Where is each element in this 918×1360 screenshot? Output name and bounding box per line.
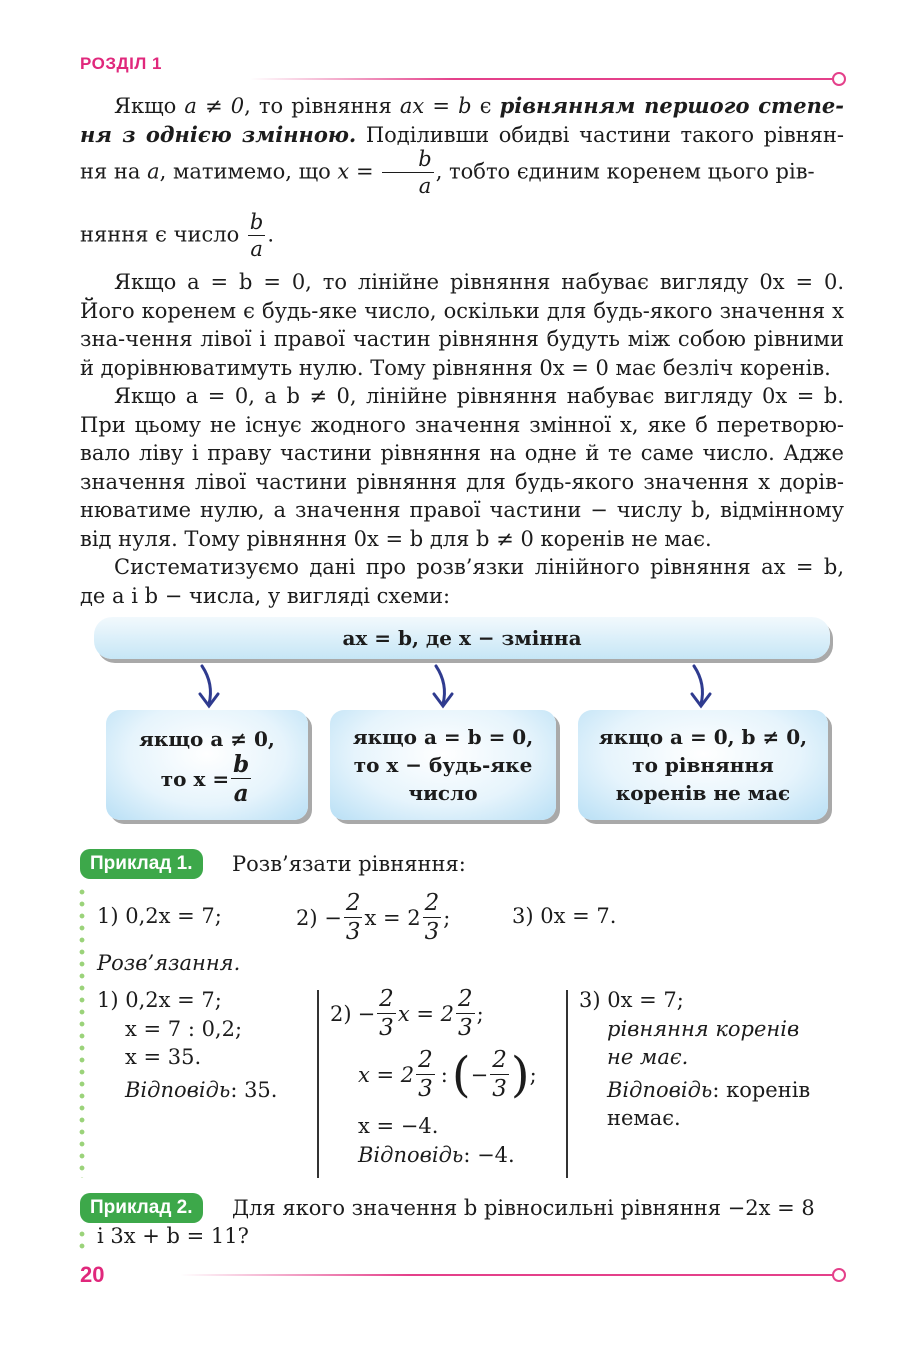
paragraph-intro: Якщо a ≠ 0, то рівняння ax = b є рівнянням першого степе-ня з однією змінною. Поділивши обидві частини такого рівнян-ня на a, матимемо, що x = $\frac{b}{a}$ , тобто єдиним коренем цього рів- <box>80 93 844 198</box>
example-1-equation-1: 1) 0,2x = 7; <box>97 904 222 928</box>
paragraph-intro-end: няння є число $\frac{b}{a}$ . <box>80 210 275 261</box>
definition-term: рівнянням першого степе-ня з однією змінною. <box>80 93 844 147</box>
solution-divider-2 <box>566 990 568 1178</box>
solution-divider-1 <box>317 990 319 1178</box>
example-1-task: Розв’язати рівняння: <box>232 852 466 876</box>
example-1-equation-3: 3) 0x = 7. <box>512 904 617 928</box>
fraction-b-over-a-scheme: $\frac{b}{a}$ <box>233 751 250 807</box>
scheme-box-nonzero: якщо a ≠ 0, то x = $\frac{b}{a}$ <box>106 710 308 820</box>
solution-3: 3) 0x = 7; рівняння коренів не має. Відповідь: коренів немає. <box>579 988 811 1130</box>
example-2-task-line-2: і 3x + b = 11? <box>97 1224 249 1248</box>
solution-1: 1) 0,2x = 7; x = 7 : 0,2; x = 35. Відповідь: 35. <box>97 988 278 1102</box>
page-number: 20 <box>80 1262 105 1287</box>
header-rule-end-icon <box>832 72 846 86</box>
fraction-b-over-a: $\frac{b}{a}$ <box>382 149 433 197</box>
header-rule <box>250 78 834 80</box>
example-1-margin-dots <box>79 886 85 1178</box>
example-1-badge: Приклад 1. <box>80 849 203 879</box>
fraction-b-over-a-2: $\frac{b}{a}$ <box>249 210 264 261</box>
paragraph-systematize: Систематизуємо дані про розв’язки лінійного рівняння ax = b, де a і b − числа, у вигляді схеми: <box>80 555 844 608</box>
scheme-arrows <box>0 660 918 712</box>
example-1-equation-2: 2) − $\frac{2}{3}$ x = 2 $\frac{2}{3}$ ; <box>296 890 451 945</box>
scheme-box-any: якщо a = b = 0, то x − будь-яке число <box>330 710 556 820</box>
example-2-task-line-1: Для якого значення b рівносильні рівняння −2x = 8 <box>232 1196 815 1220</box>
example-2-margin-dots <box>79 1228 85 1252</box>
paragraph-a-b-zero: Якщо a = b = 0, то лінійне рівняння набуває вигляду 0x = 0. Його коренем є будь-яке число, оскільки для будь-якого значення x зна-чення лівої і правої частин рівняння будуть між собою рівними й дорівнюватимуть нулю. Тому рівняння 0x = 0 має безліч коренів. <box>80 270 844 380</box>
footer-rule <box>180 1274 834 1276</box>
paragraph-body <box>80 268 844 610</box>
example-2-badge: Приклад 2. <box>80 1193 203 1223</box>
solution-label: Розв’язання. <box>97 951 241 975</box>
scheme-top: ax = b, де x − змінна <box>94 617 830 659</box>
solution-2: 2) − $\frac{2}{3}$ x = 2 $\frac{2}{3}$ ; x = 2 $\frac{2}{3}$ : ( − $\frac{2}{3}$ ) ; x = −4. Відповідь: −4. <box>330 986 537 1167</box>
scheme-box-none: якщо a = 0, b ≠ 0, то рівняння коренів не має <box>578 710 828 820</box>
footer-rule-end-icon <box>832 1268 846 1282</box>
section-title: РОЗДІЛ 1 <box>80 54 162 73</box>
paragraph-a-zero: Якщо a = 0, а b ≠ 0, лінійне рівняння набуває вигляду 0x = b. При цьому не існує жодного значення змінної x, яке б перетворю-вало ліву і праву частини рівняння на одне й те саме число. Адже значення лівої частини рівняння для будь-якого значення x дорів-нюватиме нулю, а значення правої частини − числу b, відмінному від нуля. Тому рівняння 0x = b для b ≠ 0 коренів не має. <box>80 384 844 551</box>
